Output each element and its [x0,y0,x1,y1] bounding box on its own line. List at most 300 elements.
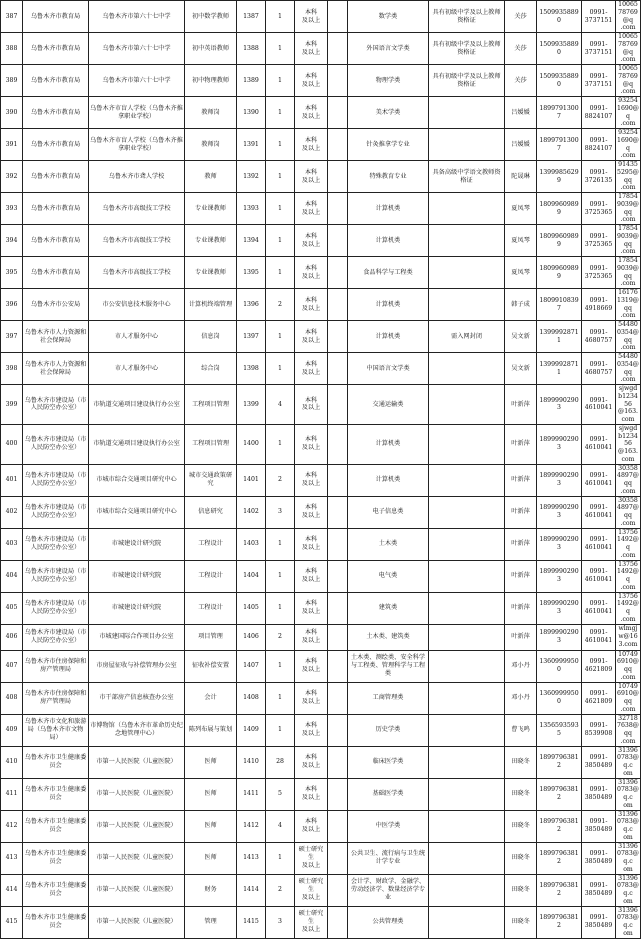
cell-row-number: 399 [1,385,23,425]
cell-major: 土木类、测绘类、安全科学与工程类、管理科学与工程类 [348,650,429,682]
cell-contact-person: 陀晟琳 [505,161,537,193]
cell-email: 1006578769@q .com [616,1,641,33]
cell-headcount: 1 [266,353,295,385]
cell-position-code: 1409 [237,714,266,746]
cell-position: 信息研究 [185,496,237,528]
cell-position-code: 1406 [237,624,266,650]
cell-position: 专业课教师 [185,193,237,225]
cell-row-number: 406 [1,624,23,650]
cell-blank [328,496,348,528]
cell-headcount: 2 [266,464,295,496]
cell-row-number: 412 [1,810,23,842]
cell-blank [328,289,348,321]
cell-department: 乌鲁木齐市卫生健康委员会 [23,874,89,906]
cell-phone: 18997963812 [537,874,582,906]
cell-education: 本科 及以上 [295,33,328,65]
cell-major: 历史学类 [348,714,429,746]
cell-position-code: 1405 [237,592,266,624]
cell-unit: 乌鲁木齐市高级技工学校 [89,225,185,257]
cell-education: 硕士研究生 及以上 [295,906,328,938]
cell-contact-person: 田晓冬 [505,778,537,810]
cell-department: 乌鲁木齐市建设局（市人民防空办公室） [23,496,89,528]
cell-position-code: 1413 [237,842,266,874]
table-row [1,385,641,425]
cell-row-number: 392 [1,161,23,193]
cell-unit: 市第一人民医院（儿童医院） [89,746,185,778]
cell-department: 乌鲁木齐市建设局（市人民防空办公室） [23,385,89,425]
cell-position-code: 1398 [237,353,266,385]
cell-email: 914355295@qq .com [617,161,639,192]
cell-position-code: 1397 [237,321,266,353]
cell-unit: 市人才服务中心 [89,321,185,353]
cell-position: 医师 [185,778,237,810]
cell-position: 工程项目管理 [185,385,237,425]
cell-headcount: 28 [266,746,295,778]
cell-education: 本科 及以上 [295,289,328,321]
cell-position-code: 1411 [237,778,266,810]
cell-education: 本科 及以上 [295,65,328,97]
cell-phone: 18997963812 [537,810,582,842]
cell-unit: 市轨道交通项目建设执行办公室 [89,385,185,425]
table-row [1,1,641,33]
cell-row-number: 403 [1,528,23,560]
cell-email: 313960783@q.c om [617,842,639,873]
cell-major: 针灸推拿学专业 [348,129,429,161]
cell-office-phone: 0991- 4610041 [582,592,616,624]
cell-headcount: 1 [266,225,295,257]
cell-requirement [429,225,505,257]
cell-position-code: 1401 [237,464,266,496]
cell-requirement [429,874,505,906]
cell-position-code: 1407 [237,650,266,682]
table-row [1,560,641,592]
cell-requirement [429,650,505,682]
cell-position-code: 1387 [237,1,266,33]
cell-email: 303584897@qq .com [617,464,639,495]
cell-row-number: 401 [1,464,23,496]
cell-blank [328,424,348,464]
cell-row-number: 411 [1,778,23,810]
cell-row-number: 408 [1,682,23,714]
cell-department: 乌鲁木齐市卫生健康委员会 [23,778,89,810]
cell-requirement [429,496,505,528]
cell-row-number: 387 [1,1,23,33]
table-row [1,592,641,624]
cell-position: 医师 [185,746,237,778]
cell-position-code: 1412 [237,810,266,842]
cell-headcount: 1 [266,193,295,225]
cell-row-number: 409 [1,714,23,746]
cell-contact-person: 夏凤琴 [505,225,537,257]
cell-blank [328,33,348,65]
cell-contact-person: 吴文新 [505,321,537,353]
cell-email: 178549039@qq .com [617,193,639,224]
cell-office-phone: 0991- 4610041 [582,424,616,464]
cell-education: 本科 及以上 [295,650,328,682]
cell-blank [328,257,348,289]
cell-unit: 乌鲁木齐市第六十七中学 [89,65,185,97]
cell-department: 乌鲁木齐市教育局 [23,225,89,257]
cell-education: 本科 及以上 [295,193,328,225]
cell-phone: 18997913007 [537,97,582,129]
cell-major: 土木类、建筑类 [348,624,429,650]
cell-contact-person: 叶新萍 [505,385,537,425]
cell-requirement [429,129,505,161]
cell-position-code: 1408 [237,682,266,714]
cell-email: 178549039@qq .com [617,257,639,288]
cell-phone: 18099609899 [537,225,582,257]
cell-blank [328,353,348,385]
table-row [1,65,641,97]
cell-requirement [429,97,505,129]
cell-major: 计算机类 [348,225,429,257]
cell-headcount: 1 [266,65,295,97]
cell-headcount: 1 [266,650,295,682]
cell-contact-person: 韩子成 [505,289,537,321]
cell-department: 乌鲁木齐市住房保障和房产管理局 [23,650,89,682]
cell-contact-person: 叶新萍 [505,624,537,650]
cell-department: 乌鲁木齐市建设局（市人民防空办公室） [23,464,89,496]
cell-blank [328,810,348,842]
cell-position: 管理 [185,906,237,938]
cell-email: 137561492@q .com [617,528,639,559]
cell-position-code: 1414 [237,874,266,906]
table-row [1,33,641,65]
cell-office-phone: 0991- 3850489 [582,842,616,874]
cell-major: 公共卫生、流行病与卫生统计学专业 [348,842,429,874]
cell-blank [328,65,348,97]
cell-requirement [429,353,505,385]
cell-major: 临床医学类 [348,746,429,778]
cell-headcount: 1 [266,560,295,592]
cell-row-number: 400 [1,424,23,464]
cell-requirement [429,528,505,560]
table-row [1,161,641,193]
cell-email: 932541690@q .com [617,97,639,128]
cell-requirement [429,624,505,650]
cell-position: 教师 [185,161,237,193]
cell-office-phone: 0991- 4610041 [582,464,616,496]
cell-unit: 市房屋征收与补偿管理办公室 [89,650,185,682]
cell-education: 本科 及以上 [295,810,328,842]
table-row [1,624,641,650]
cell-phone: 18997963812 [537,778,582,810]
cell-education: 本科 及以上 [295,161,328,193]
table-row [1,289,641,321]
table-row [1,353,641,385]
cell-education: 本科 及以上 [295,257,328,289]
cell-office-phone: 0991- 4610041 [582,385,616,425]
cell-education: 本科 及以上 [295,746,328,778]
cell-email: 544800354@qq .com [617,321,639,352]
cell-education: 本科 及以上 [295,778,328,810]
cell-requirement [429,257,505,289]
cell-headcount: 2 [266,289,295,321]
cell-requirement [429,592,505,624]
cell-requirement [429,810,505,842]
cell-phone: 13609999500 [537,682,582,714]
cell-headcount: 3 [266,496,295,528]
cell-major: 中国语言文学类 [348,353,429,385]
cell-position-code: 1404 [237,560,266,592]
cell-row-number: 388 [1,33,23,65]
cell-email: 137561492@q .com [617,560,639,591]
cell-contact-person: 叶新萍 [505,496,537,528]
cell-contact-person: 邓小丹 [505,650,537,682]
cell-department: 乌鲁木齐市教育局 [23,97,89,129]
cell-blank [328,528,348,560]
cell-unit: 市城建设计研究院 [89,528,185,560]
cell-blank [328,746,348,778]
cell-headcount: 5 [266,778,295,810]
cell-phone: 18997913007 [537,129,582,161]
cell-email: 107496910@qq .com [617,682,639,713]
cell-unit: 市公安信息技术服务中心 [89,289,185,321]
cell-blank [328,650,348,682]
cell-unit: 乌鲁木齐市盲人学校（乌鲁木齐推拿职业学校） [89,97,185,129]
cell-office-phone: 0991- 8824107 [582,129,616,161]
cell-education: 本科 及以上 [295,1,328,33]
cell-unit: 市第一人民医院（儿童医院） [89,842,185,874]
cell-row-number: 393 [1,193,23,225]
cell-phone: 13565935935 [537,714,582,746]
cell-unit: 市城市综合交通项目研究中心 [89,496,185,528]
cell-office-phone: 0991- 3737151 [582,1,616,33]
cell-education: 本科 及以上 [295,464,328,496]
cell-position: 初中数学教师 [185,1,237,33]
cell-education: 本科 及以上 [295,592,328,624]
cell-major: 会计学、财政学、金融学、劳动经济学、数量经济学专业 [348,874,429,906]
cell-email: 327187638@qq .com [617,714,639,745]
cell-major: 计算机类 [348,424,429,464]
cell-headcount: 1 [266,714,295,746]
cell-email: 313960783@q.c om [617,906,639,937]
cell-contact-person: 关莎 [505,65,537,97]
cell-position: 信息岗 [185,321,237,353]
cell-email: 313960783@q.c om [617,874,639,905]
cell-row-number: 402 [1,496,23,528]
cell-headcount: 1 [266,682,295,714]
cell-position-code: 1399 [237,385,266,425]
cell-education: 本科 及以上 [295,385,328,425]
cell-phone: 18999902903 [537,560,582,592]
cell-office-phone: 0991- 4610041 [582,624,616,650]
cell-requirement [429,842,505,874]
cell-email: 1006578769@q .com [616,33,641,65]
table-row [1,778,641,810]
table-row [1,321,641,353]
cell-education: 本科 及以上 [295,225,328,257]
table-row [1,746,641,778]
cell-requirement: 具备高级中学语文教师资格证 [429,161,505,193]
cell-row-number: 410 [1,746,23,778]
cell-blank [328,714,348,746]
cell-contact-person: 关莎 [505,33,537,65]
cell-position-code: 1390 [237,97,266,129]
cell-position-code: 1402 [237,496,266,528]
cell-office-phone: 0991- 3850489 [582,746,616,778]
cell-headcount: 4 [266,810,295,842]
table-row [1,842,641,874]
cell-email: 313960783@q.c om [617,746,639,777]
cell-department: 乌鲁木齐市卫生健康委员会 [23,810,89,842]
cell-position-code: 1391 [237,129,266,161]
cell-position-code: 1410 [237,746,266,778]
cell-email: sjwgdb123456 @163.com [616,385,641,425]
cell-phone: 18099609899 [537,193,582,225]
cell-blank [328,129,348,161]
cell-unit: 乌鲁木齐市聋人学校 [89,161,185,193]
cell-contact-person: 叶新萍 [505,560,537,592]
cell-position: 教师岗 [185,97,237,129]
cell-email: 932541690@q .com [617,129,639,160]
table-row [1,193,641,225]
cell-education: 本科 及以上 [295,560,328,592]
cell-blank [328,193,348,225]
cell-contact-person: 邓小丹 [505,682,537,714]
cell-position-code: 1392 [237,161,266,193]
table-body [1,1,641,939]
table-row [1,906,641,938]
cell-blank [328,874,348,906]
cell-email: 313960783@q.c om [617,810,639,841]
cell-education: 硕士研究生 及以上 [295,842,328,874]
cell-department: 乌鲁木齐市住房保障和房产管理局 [23,682,89,714]
cell-requirement [429,746,505,778]
cell-department: 乌鲁木齐市卫生健康委员会 [23,842,89,874]
cell-major: 计算机类 [348,193,429,225]
table-row [1,225,641,257]
cell-unit: 市干部房产信息核查办公室 [89,682,185,714]
cell-blank [328,97,348,129]
cell-unit: 乌鲁木齐市高级技工学校 [89,257,185,289]
cell-position: 医师 [185,810,237,842]
cell-blank [328,321,348,353]
cell-department: 乌鲁木齐市卫生健康委员会 [23,906,89,938]
table-row [1,129,641,161]
cell-office-phone: 0991- 3726135 [582,161,616,193]
cell-office-phone: 0991- 4610041 [582,528,616,560]
cell-unit: 市城建国际合作项目办公室 [89,624,185,650]
cell-requirement [429,193,505,225]
cell-row-number: 394 [1,225,23,257]
cell-office-phone: 0991- 3725365 [582,257,616,289]
cell-position-code: 1403 [237,528,266,560]
cell-position-code: 1394 [237,225,266,257]
cell-phone: 13999856299 [537,161,582,193]
cell-row-number: 390 [1,97,23,129]
cell-position: 项目管理 [185,624,237,650]
cell-requirement [429,682,505,714]
cell-major: 基础医学类 [348,778,429,810]
cell-row-number: 395 [1,257,23,289]
cell-phone: 18099108397 [537,289,582,321]
cell-major: 外国语言文学类 [348,33,429,65]
table-row [1,97,641,129]
cell-position: 城市交通政策研究 [185,464,237,496]
cell-phone: 18999902903 [537,424,582,464]
cell-position-code: 1396 [237,289,266,321]
cell-position: 计算机终端管理 [185,289,237,321]
cell-blank [328,560,348,592]
cell-contact-person: 曹飞鸣 [505,714,537,746]
cell-position-code: 1388 [237,33,266,65]
cell-major: 食品科学与工程类 [348,257,429,289]
cell-row-number: 398 [1,353,23,385]
cell-contact-person: 田晓冬 [505,810,537,842]
cell-email: 544800354@qq .com [617,353,639,384]
cell-row-number: 404 [1,560,23,592]
cell-education: 本科 及以上 [295,97,328,129]
cell-major: 建筑类 [348,592,429,624]
cell-department: 乌鲁木齐市建设局（市人民防空办公室） [23,424,89,464]
cell-row-number: 413 [1,842,23,874]
cell-position: 初中英语教师 [185,33,237,65]
cell-unit: 乌鲁木齐市第六十七中学 [89,1,185,33]
cell-education: 本科 及以上 [295,624,328,650]
cell-unit: 市城建设计研究院 [89,560,185,592]
cell-phone: 13999928711 [537,353,582,385]
cell-education: 本科 及以上 [295,424,328,464]
cell-phone: 18997963812 [537,842,582,874]
cell-contact-person: 田晓冬 [505,842,537,874]
cell-department: 乌鲁木齐市卫生健康委员会 [23,746,89,778]
cell-contact-person: 田晓冬 [505,874,537,906]
cell-office-phone: 0991- 4680757 [582,321,616,353]
cell-phone: 15099358890 [537,33,582,65]
cell-blank [328,385,348,425]
cell-office-phone: 0991- 4621809 [582,682,616,714]
cell-education: 本科 及以上 [295,321,328,353]
cell-phone: 18999902903 [537,592,582,624]
cell-row-number: 414 [1,874,23,906]
table-row [1,464,641,496]
cell-position-code: 1389 [237,65,266,97]
cell-email: 137561492@q .com [617,592,639,623]
cell-department: 乌鲁木齐市教育局 [23,257,89,289]
cell-office-phone: 0991- 3850489 [582,874,616,906]
cell-blank [328,161,348,193]
cell-office-phone: 0991- 4610041 [582,560,616,592]
cell-department: 乌鲁木齐市建设局（市人民防空办公室） [23,528,89,560]
cell-contact-person: 吴文新 [505,353,537,385]
cell-position-code: 1400 [237,424,266,464]
cell-department: 乌鲁木齐市教育局 [23,129,89,161]
cell-headcount: 1 [266,129,295,161]
cell-major: 特殊教育专业 [348,161,429,193]
cell-major: 工商管理类 [348,682,429,714]
cell-department: 乌鲁木齐市文化和旅游局（乌鲁木齐市文物局） [23,714,89,746]
cell-office-phone: 0991- 3737151 [582,65,616,97]
cell-requirement [429,560,505,592]
cell-major: 计算机类 [348,464,429,496]
cell-office-phone: 0991- 3725365 [582,225,616,257]
cell-email: 303584897@qq .com [617,496,639,527]
cell-headcount: 2 [266,874,295,906]
cell-contact-person: 吕媛媛 [505,129,537,161]
cell-contact-person: 叶新萍 [505,528,537,560]
cell-email: 1006578769@q .com [616,65,641,97]
cell-position: 专业课教师 [185,225,237,257]
cell-headcount: 2 [266,624,295,650]
cell-blank [328,906,348,938]
cell-email: 178549039@qq .com [617,225,639,256]
cell-headcount: 1 [266,424,295,464]
cell-major: 电子信息类 [348,496,429,528]
cell-unit: 市第一人民医院（儿童医院） [89,874,185,906]
cell-headcount: 3 [266,906,295,938]
cell-unit: 市第一人民医院（儿童医院） [89,906,185,938]
